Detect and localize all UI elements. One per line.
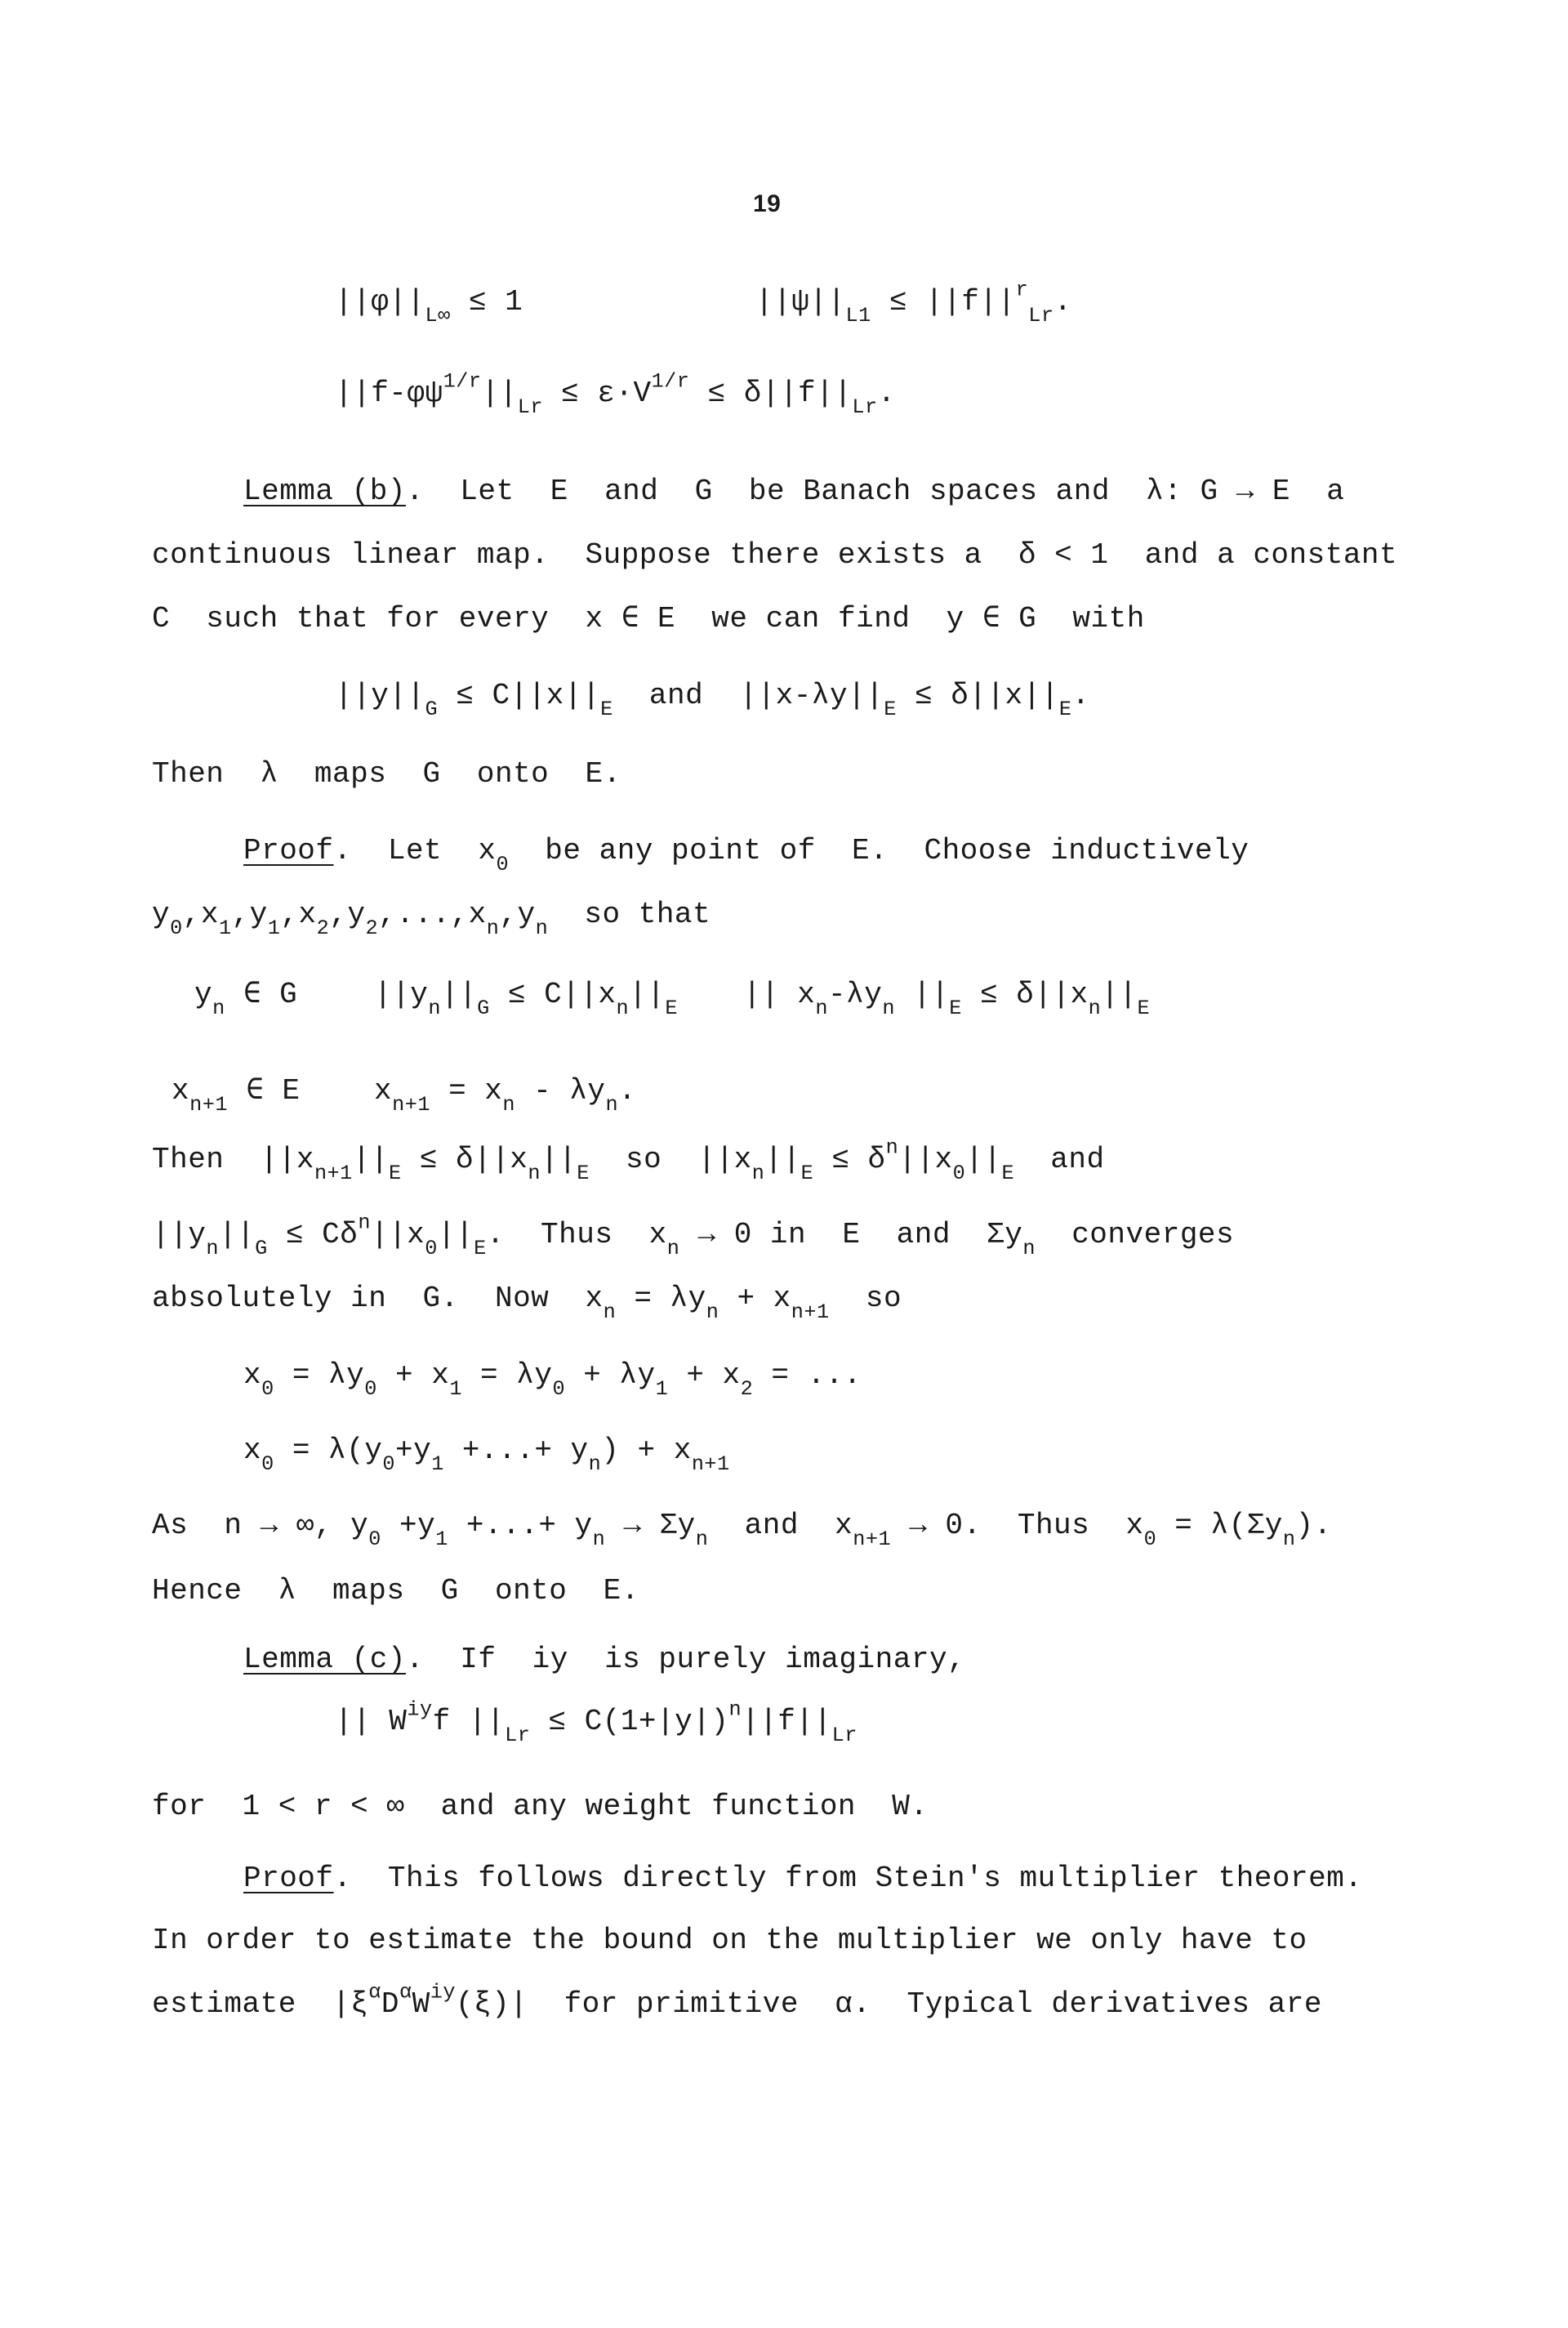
proof-1-heading: Proof: [243, 834, 334, 867]
lemma-b-line-1: Lemma (b). Let E and G be Banach spaces and λ: G → E a: [243, 475, 1345, 508]
proof-1-line-2: $y_0,x_1,y_1,x_2,y_2,...,x_n,y_n$ so that: [152, 898, 711, 940]
lemma-b-line-2: continuous linear map. Suppose there exists a δ < 1 and a constant: [152, 538, 1398, 572]
lemma-c-line-1: Lemma (c). If iy is purely imaginary,: [243, 1643, 966, 1676]
equation-psi-norm: $||\psi||_{L1} \le ||f||^r_{Lr}$.: [755, 278, 1072, 328]
lemma-c-condition: for 1 < r < ∞ and any weight function W.: [152, 1790, 929, 1823]
proof-1-convergence-line: $||y_n||_G \le C\delta^n||x_0||_E$. Thus $x_n \to 0$ in E and $\Sigma y_n$ converges: [152, 1211, 1235, 1260]
equation-yn-norm: $||y_n||_G \le C||x_n||_E$: [374, 978, 678, 1020]
proof-1-conclusion: Hence λ maps G onto E.: [152, 1574, 639, 1608]
proof-2-line-1: Proof. This follows directly from Stein's multiplier theorem.: [243, 1862, 1363, 1895]
equation-telescoping: $x_0 = \lambda y_0 + x_1 = \lambda y_0 + \lambda y_1 + x_2$ = ...: [243, 1358, 862, 1401]
proof-1-limit-line: As n → ∞, $y_0 +y_1$ +...+ $y_n \to \Sigma y_n$ and $x_{n+1} \to 0$. Thus $x_0 = \lambda(\Sigma y_n)$.: [152, 1509, 1332, 1551]
equation-phi-norm: $||\varphi||_{L\infty} \le 1$: [335, 285, 523, 328]
proof-2-heading: Proof: [243, 1862, 334, 1895]
proof-1-absolute-line: absolutely in G. Now $x_n = \lambda y_n + x_{n+1}$ so: [152, 1282, 902, 1324]
equation-xn1-definition: $x_{n+1} = x_n - \lambda y_n$.: [374, 1074, 637, 1117]
equation-approximation: $||f-\varphi\psi^{1/r}||_{Lr} \le \varepsilon\cdot V^{1/r} \le \delta||f||_{Lr}$.: [335, 369, 896, 419]
equation-weight-bound: || $W^{iy}f$ $||_{Lr} \le C(1+|y|)^n||f||_{Lr}$: [335, 1697, 858, 1747]
equation-partial-sum: $x_0 = \lambda(y_0+y_1$ +...+ $y_n) + x_{n+1}$: [243, 1434, 730, 1476]
lemma-b-conclusion: Then λ maps G onto E.: [152, 757, 621, 791]
proof-2-line-2: In order to estimate the bound on the multiplier we only have to: [152, 1924, 1307, 1957]
proof-1-estimate-line: Then $||x_{n+1}||_E \le \delta||x_n||_E$ so $||x_n||_E \le \delta^n||x_0||_E$ and: [152, 1135, 1105, 1185]
proof-1-line-1: Proof. Let $x_0$ be any point of E. Choose inductively: [243, 834, 1250, 876]
equation-yn-in-G: $y_n$ ∈ G: [194, 978, 298, 1020]
lemma-b-line-3: C such that for every x ∈ E we can find y ∈ G with: [152, 602, 1145, 636]
proof-2-line-3: estimate $|\xi^\alpha D^\alpha W^{iy}(\xi)|$ for primitive α. Typical derivatives are: [152, 1980, 1322, 2021]
lemma-b-heading: Lemma (b): [243, 475, 406, 508]
equation-xn-residual: || $x_n-\lambda y_n$ $||_E \le \delta||x_n||_E$: [743, 978, 1151, 1020]
lemma-c-heading: Lemma (c): [243, 1643, 406, 1676]
equation-lemma-b-hypothesis: $||y||_G \le C||x||_E$ and $||x-\lambda y||_E \le \delta||x||_E$.: [335, 679, 1090, 721]
equation-xn1-in-E: $x_{n+1}$ ∈ E: [172, 1074, 301, 1117]
page-number: 19: [753, 190, 782, 217]
